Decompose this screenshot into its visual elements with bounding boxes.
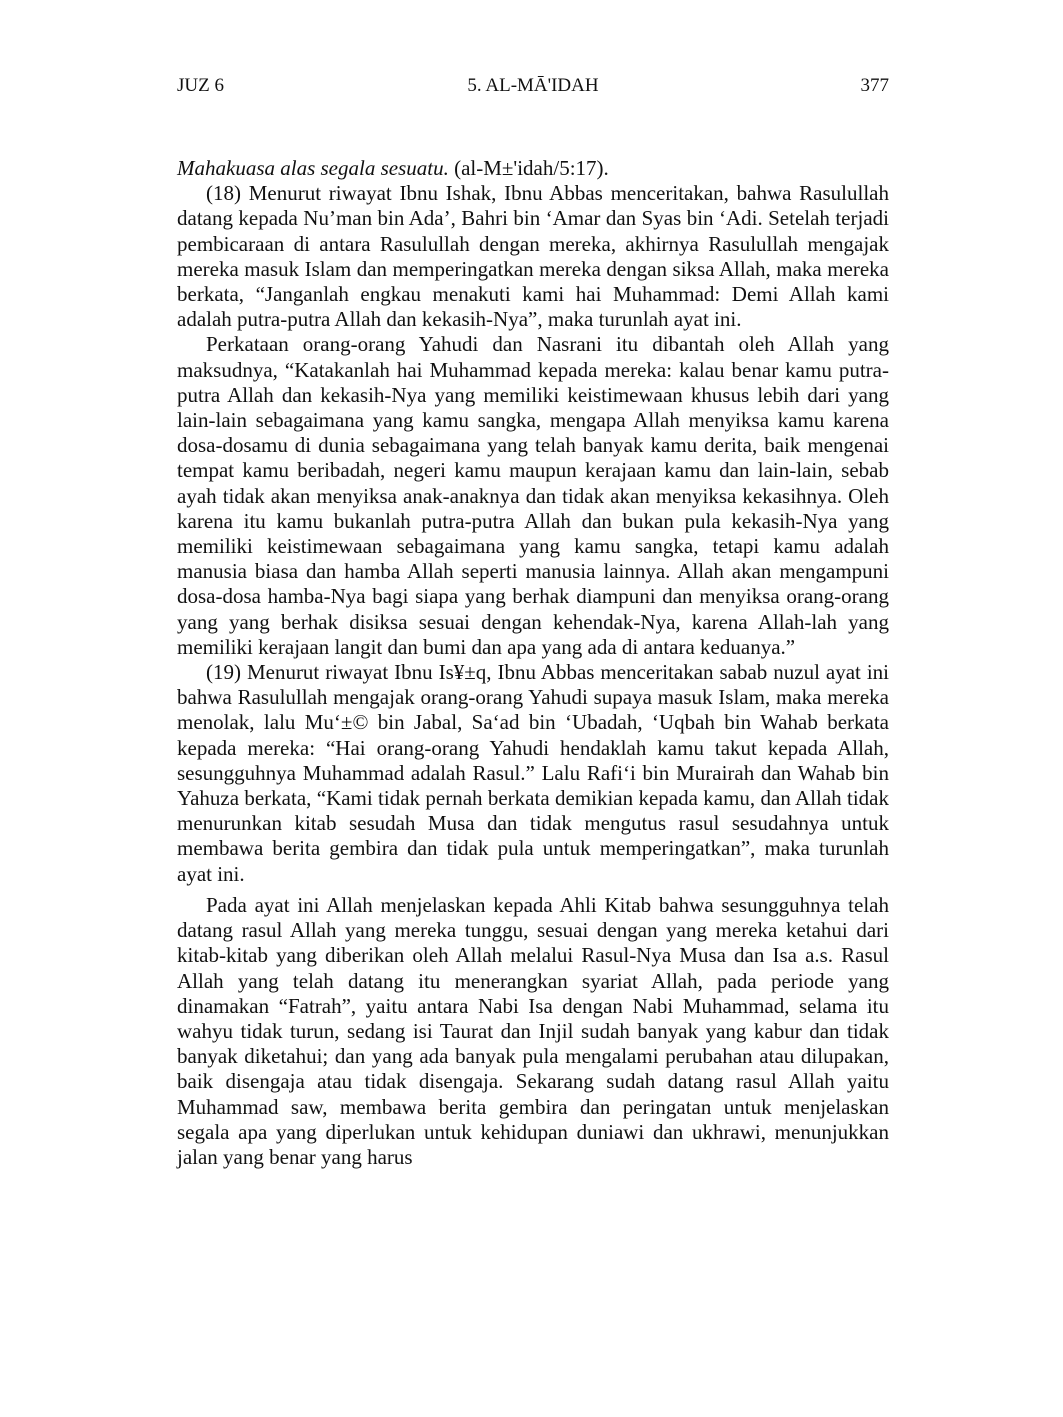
juz-label: JUZ 6 xyxy=(177,75,224,96)
verse-translation-italic: Mahakuasa alas segala sesuatu. xyxy=(177,156,449,180)
paragraph-18: (18) Menurut riwayat Ibnu Ishak, Ibnu Abbas menceritakan, bahwa Rasulullah datang kepada Nu’man bin Ada’, Bahri bin ‘Amar dan Syas bin ‘Adi. Setelah terjadi pembicaraan di antara Rasulullah dengan mereka, akhirnya Rasulullah mengajak mereka masuk Islam dan memperingatkan mereka dengan siksa Allah, maka mereka berkata, “Janganlah engkau menakuti kami hai Muhammad: Demi Allah kami adalah putra-putra Allah dan kekasih-Nya”, maka turunlah ayat ini. xyxy=(177,181,889,332)
paragraph-19: (19) Menurut riwayat Ibnu Is¥±q, Ibnu Abbas menceritakan sabab nuzul ayat ini bahwa Rasulullah mengajak orang-orang Yahudi supaya masuk Islam, maka mereka menolak, lalu Mu‘±© bin Jabal, Sa‘ad bin ‘Ubadah, ‘Uqbah bin Wahab berkata kepada mereka: “Hai orang-orang Yahudi hendaklah kamu takut kepada Allah, sesungguhnya Muhammad adalah Rasul.” Lalu Rafi‘i bin Murairah dan Wahab bin Yahuza berkata, “Kami tidak pernah berkata demikian kepada kamu, dan Allah tidak menurunkan kitab sesudah Musa dan tidak mengutus rasul sesudahnya untuk membawa berita gembira dan tidak pula untuk memperingatkan”, maka turunlah ayat ini. xyxy=(177,660,889,886)
paragraph-verse-ending xyxy=(177,156,889,181)
paragraph-rebuttal: Perkataan orang-orang Yahudi dan Nasrani itu dibantah oleh Allah yang maksudnya, “Katakanlah hai Muhammad kepada mereka: kalau benar kamu putra-putra Allah dan kekasih-Nya yang memiliki keistimewaan khusus lebih dari yang lain-lain sebagaimana yang kamu sangka, mengapa Allah menyiksa kamu karena dosa-dosamu di dunia sebagaimana yang telah banyak kamu derita, baik mengenai tempat kamu beribadah, negeri kamu maupun kerajaan kamu dan lain-lain, sebab ayah tidak akan menyiksa anak-anaknya dan tidak akan menyiksa kekasihnya. Oleh karena itu kamu bukanlah putra-putra Allah dan bukan pula kekasih-Nya yang memiliki keistimewaan sebagaimana yang kamu sangka, tetapi kamu adalah manusia biasa dan hamba Allah seperti manusia lainnya. Allah akan mengampuni dosa-dosa hamba-Nya bagi siapa yang berhak diampuni dan menyiksa orang-orang yang yang berhak disiksa sesuai dengan kehendak-Nya, karena Allah-lah yang memiliki kerajaan langit dan bumi dan apa yang ada di antara keduanya.” xyxy=(177,332,889,659)
page-number: 377 xyxy=(860,75,889,96)
verse-reference: (al-M±'idah/5:17). xyxy=(448,156,609,180)
surah-title: 5. AL-MĀ'IDAH xyxy=(467,75,599,96)
page-body xyxy=(177,156,889,1170)
running-header xyxy=(177,72,889,100)
paragraph-explanation: Pada ayat ini Allah menjelaskan kepada Ahli Kitab bahwa sesungguhnya telah datang rasul Allah yang mereka tunggu, sesuai dengan yang mereka ketahui dari kitab-kitab yang diberikan oleh Allah melalui Rasul-Nya Musa dan Isa a.s. Rasul Allah yang telah datang itu menerangkan syariat Allah, pada periode yang dinamakan “Fatrah”, yaitu antara Nabi Isa dengan Nabi Muhammad, selama itu wahyu tidak turun, sedang isi Taurat dan Injil sudah banyak yang kabur dan tidak banyak diketahui; dan yang ada banyak pula mengalami perubahan atau dilupakan, baik disengaja atau tidak disengaja. Sekarang sudah datang rasul Allah yaitu Muhammad saw, membawa berita gembira dan peringatan untuk menjelaskan segala apa yang diperlukan untuk kehidupan duniawi dan ukhrawi, menunjukkan jalan yang benar yang harus xyxy=(177,892,889,1169)
